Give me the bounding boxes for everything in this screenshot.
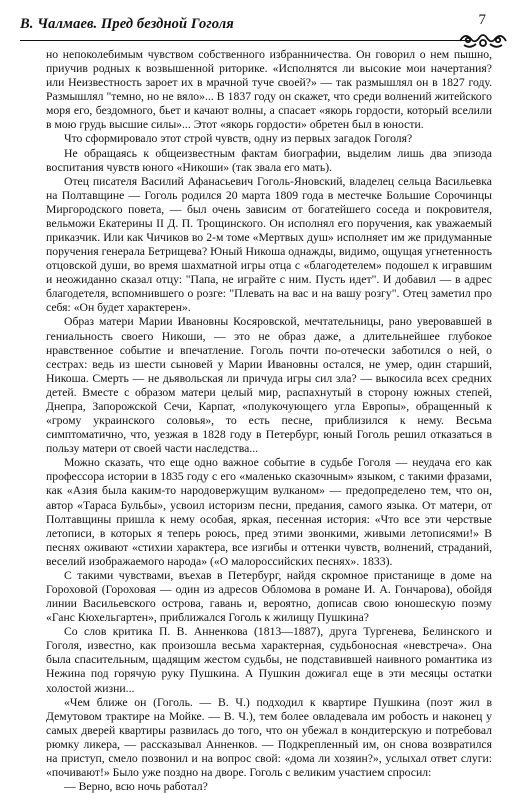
paragraph: С такими чувствами, въехав в Петербург, найдя скромное пристанище в доме на Гороховой (Гороховая — один из адресов Обломова в романе И. А. Гончарова), обойдя линии Васильевского острова, гавань и, вероятно, дописав свою юношескую поэму «Ганс Кюхельгартен», приближался Гоголь к жилищу Пушкина? <box>46 568 492 625</box>
paragraph: Со слов критика П. В. Анненкова (1813—1887), друга Тургенева, Белинского и Гоголя, известно, как произошла весьма характерная, судьбоносная «невстреча». Она была спасительным, щадящим жестом судьбы, не подставившей наивного романтика из Нежина под горячую руку Пушкина. А Пушкин дожигал еще в эти месяцы остатки холостой жизни... <box>46 625 492 695</box>
page-header <box>20 12 510 38</box>
paragraph: «Чем ближе он (Гоголь. — В. Ч.) подходил к квартире Пушкина (поэт жил в Демутовом трактире на Мойке. — В. Ч.), тем более овладевала им робость и наконец у самых дверей квартиры развилась до того, что он убежал в кондитерскую и потребовал рюмку ликера, — рассказывал Анненков. — Подкрепленный им, он снова возвратился на приступ, смело позвонил и на вопрос свой: «дома ли хозяин?», услыхал ответ слуги: «почивают!» Было уже поздно на дворе. Гоголь с великим участием спросил: <box>46 695 492 779</box>
paragraph: Что сформировало этот строй чувств, одну из первых загадок Гоголя? <box>64 132 413 146</box>
body-text <box>46 48 492 794</box>
paragraph: Не обращаясь к общеизвестным фактам биографии, выделим лишь два эпизода воспитания чувств юного «Никоши» (так звала его мать). <box>46 146 492 174</box>
running-head: В. Чалмаев. Пред бездной Гоголя <box>20 16 234 32</box>
paragraph: Можно сказать, что еще одно важное событие в судьбе Гоголя — неудача его как профессора истории в 1835 году с его «маленько сказочным» языком, с такими фразами, как «Азия была каким-то народовержущим вулканом» — предопределено тем, что он, автор «Тараса Бульбы», усвоил историзм песни, предания, самого языка. От матери, от Полтавщины пришла к нему особая, яркая, песенная история: «Что все эти черствые летописи, в которых я теперь роюсь, пред этими звонкими, живыми летописями!» В песнях оживают «стихии характера, все изгибы и оттенки чувств, волнений, страданий, веселий изображаемого народа» («О малороссийских песнях». 1833). <box>46 456 492 568</box>
paragraph: Отец писателя Василий Афанасьевич Гоголь-Яновский, владелец сельца Васильевка на Полтавщине — Гоголь родился 20 марта 1809 года в местечке Большие Сорочинцы Миргородского повета, — был очень зависим от богатейшего соседа и покровителя, вельможи Екатерины II Д. П. Трощинского. Он исполнял его поручения, как уважаемый приказчик. Или как Чичиков во 2-м томе «Мертвых душ» исполняет им же придуманные поручения генерала Бетрищева? Юный Никоша однажды, видимо, ощущая угнетенность отцовской души, во время шахматной игры отца с «благодетелем» подошел к игравшим и неожиданно сказал отцу: "Папа, не играйте с ним. Пусть идет". И добавил — в адрес благодетеля, вспомнившего о розге: "Плевать на вас и на вашу розгу". Отец заметил про себя: «Он будет характерен». <box>46 174 492 315</box>
paragraph: но непоколебимым чувством собственного избранничества. Он говорил о нем пышно, приучив родных к возвышенной риторике. «Исполнятся ли высокие мои начертания? или Неизвестность зароет их в мрачной туче своей?» — так размышлял он в 1827 году. Размышлял "темно, но не вяло»... В 1837 году он скажет, что среди волнений житейского моря его, бездомного, бьет и качают волны, а спасает «якорь гордости, который вселили в мою грудь высшие силы»... Этот «якорь гордости» обретен был в юности. <box>46 48 492 132</box>
ornament-icon <box>458 30 508 50</box>
paragraph: — Верно, всю ночь работал? <box>64 780 208 794</box>
header-rule <box>20 40 470 41</box>
paragraph: Образ матери Марии Ивановны Косяровской, мечтательницы, рано уверовавшей в гениальность своего Никоши, — это не образ даже, а длительнейшее глубокое нравственное событие и впечатление. Гоголь почти по-отечески заботился о ней, о сестрах: ведь из шести сыновей у Марии Ивановны остался, не умер, один старший, Никоша. Смерть — не дьявольская ли причуда игры сил зла? — выкосила всех средних детей. Вместе с образом матери целый мир, распахнутый в сторону южных степей, Днепра, Запорожской Сечи, Карпат, «полукочующего угла Европы», обращенный к «грому украинского соловья», то есть песне, приблизился к нему. Весьма симптоматично, что, уезжая в 1828 году в Петербург, юный Гоголь решил отказаться в пользу матери от своей части наследства... <box>46 315 492 456</box>
page-number: 7 <box>478 12 486 28</box>
